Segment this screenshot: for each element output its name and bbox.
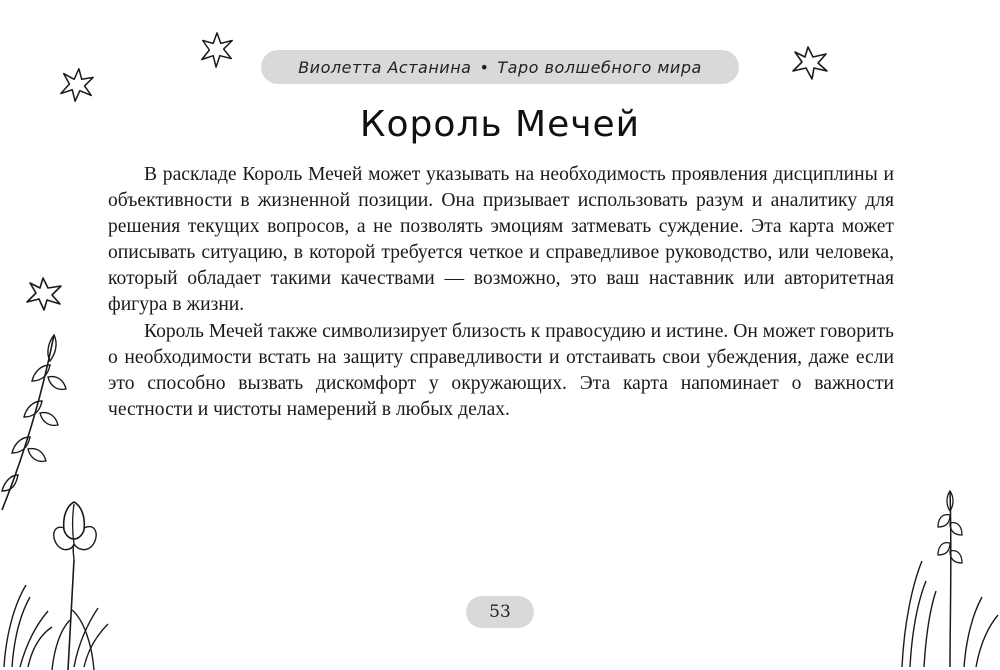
paragraph-1: В раскладе Король Мечей может указывать на необходимость проявления дисциплины и объективности в жизненной позиции. Она призывает использовать разум и аналитику для решения текущих вопросов, а не позволять эмоциям затмевать суждение. Эта карта может описывать ситуацию, в которой требуется четкое и справедливое руководство, или человека, который обладает такими качествами — возможно, это ваш наставник или авторитетная фигура в жизни. [108, 164, 894, 316]
page-title: Король Мечей [359, 104, 641, 145]
grass-right [900, 485, 1000, 667]
page-number [466, 596, 534, 628]
body-text [108, 162, 894, 423]
header-author: Виолетта Астанина [298, 57, 472, 77]
grass-left [0, 575, 60, 667]
grass-left-small [68, 600, 114, 667]
leaf-sprig-left [0, 325, 80, 515]
star-icon-top-right [790, 45, 830, 81]
star-icon-top-left [198, 30, 236, 70]
star-icon-left [58, 66, 96, 104]
star-icon-mid-left [24, 276, 64, 312]
page-number-label: 53 [489, 602, 511, 622]
header-separator: • [479, 57, 490, 77]
header-book-title: Таро волшебного мира [497, 57, 702, 77]
running-header [261, 50, 739, 84]
paragraph-2: Король Мечей также символизирует близость к правосудию и истине. Он может говорить о необходимости встать на защиту справедливости и отстаивать свои убеждения, даже если это способно вызвать дискомфорт у окружающих. Эта карта напоминает о важности честности и чистоты намерений в любых делах. [108, 320, 894, 420]
